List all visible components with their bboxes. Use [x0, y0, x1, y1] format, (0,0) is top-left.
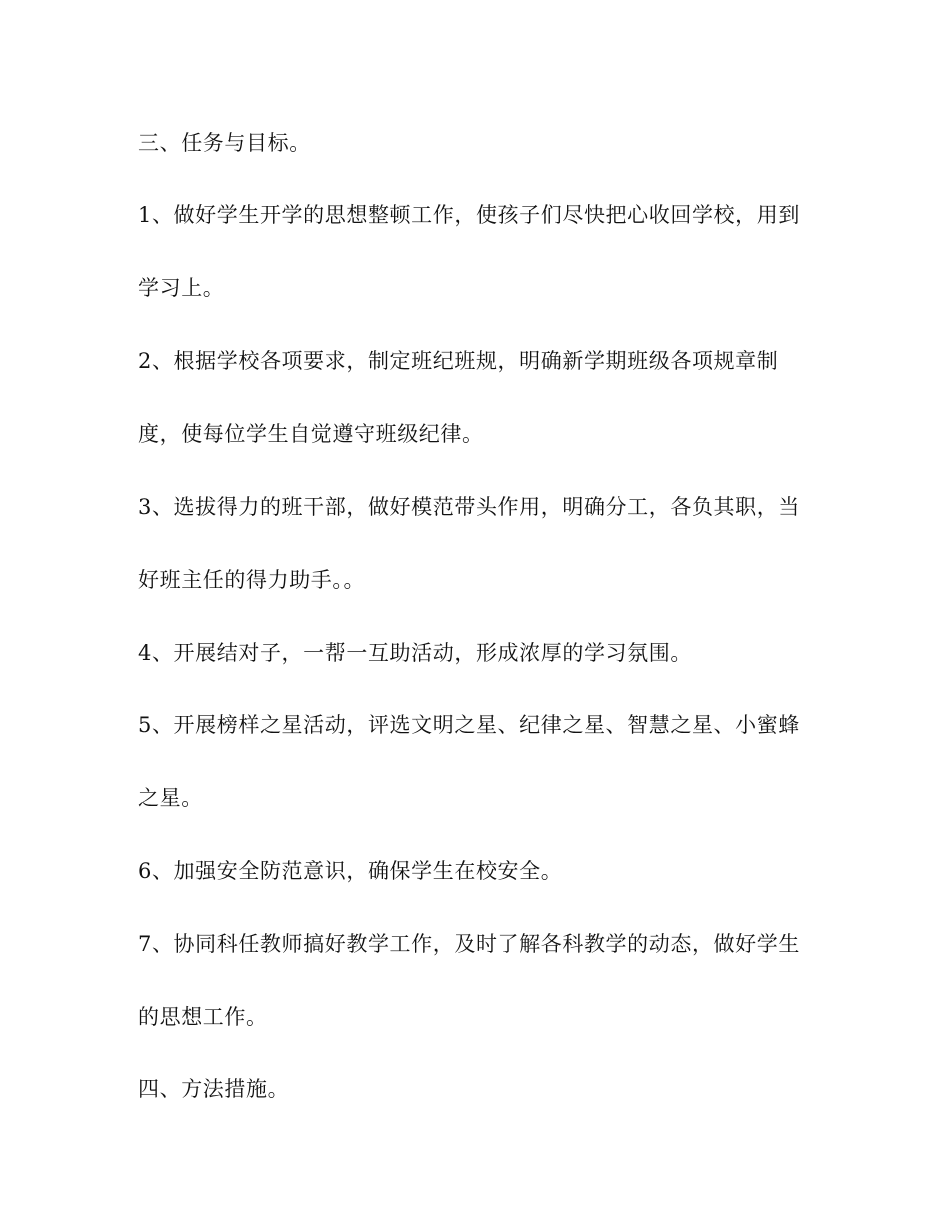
- section-heading-tasks-goals: 三、任务与目标。: [138, 131, 311, 155]
- paragraph-line: 6、加强安全防范意识，确保学生在校安全。: [138, 859, 563, 883]
- paragraph-line: 之星。: [138, 786, 203, 810]
- paragraph-line: 1、做好学生开学的思想整顿工作，使孩子们尽快把心收回学校，用到: [138, 203, 800, 227]
- paragraph-line: 4、开展结对子，一帮一互助活动，形成浓厚的学习氛围。: [138, 641, 692, 665]
- paragraph-line: 3、选拔得力的班干部，做好模范带头作用，明确分工，各负其职，当: [138, 495, 800, 519]
- section-heading-methods: 四、方法措施。: [138, 1077, 290, 1101]
- paragraph-line: 的思想工作。: [138, 1005, 268, 1029]
- paragraph-line: 5、开展榜样之星活动，评选文明之星、纪律之星、智慧之星、小蜜蜂: [138, 713, 800, 737]
- paragraph-line: 学习上。: [138, 276, 225, 300]
- paragraph-line: 7、协同科任教师搞好教学工作，及时了解各科教学的动态，做好学生: [138, 932, 800, 956]
- paragraph-line: 度，使每位学生自觉遵守班级纪律。: [138, 422, 484, 446]
- paragraph-line: 好班主任的得力助手。。: [138, 568, 366, 592]
- paragraph-line: 2、根据学校各项要求，制定班纪班规，明确新学期班级各项规章制: [138, 349, 779, 373]
